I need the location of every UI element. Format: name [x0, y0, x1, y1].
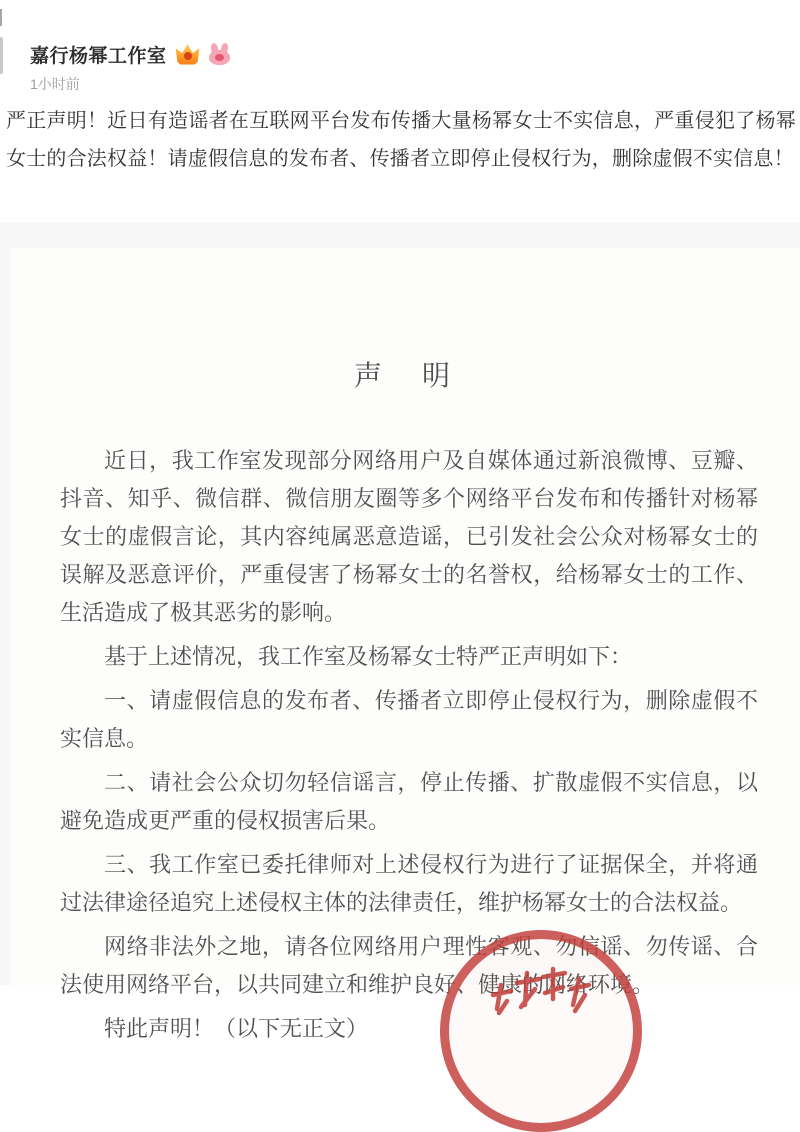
- statement-body: [10, 442, 800, 1048]
- post-content-text: 严正声明！近日有造谣者在互联网平台发布传播大量杨幂女士不实信息，严重侵犯了杨幂女士的合法权益！请虚假信息的发布者、传播者立即停止侵权行为，删除虚假不实信息！: [6, 110, 796, 170]
- statement-paragraph: 二、请社会公众切勿轻信谣言，停止传播、扩散虚假不实信息，以避免造成更严重的侵权损害后果。: [60, 770, 758, 833]
- rabbit-ear-icon: [219, 42, 228, 54]
- author-name[interactable]: 嘉行杨幂工作室: [30, 45, 167, 67]
- statement-paper: [10, 248, 800, 1041]
- post-header: [30, 42, 230, 66]
- statement-paragraph: 一、请虚假信息的发布者、传播者立即停止侵权行为，删除虚假不实信息。: [60, 688, 758, 751]
- official-seal-icon: [440, 930, 642, 1132]
- rabbit-ear-icon: [209, 42, 218, 54]
- statement-paragraph: 三、我工作室已委托律师对上述侵权行为进行了证据保全，并将通过法律途径追究上述侵权主体的法律责任，维护杨幂女士的合法权益。: [60, 852, 758, 915]
- vip-crown-icon[interactable]: [176, 44, 200, 65]
- post-timestamp: 1小时前: [30, 76, 80, 92]
- statement-title: 声 明: [353, 361, 456, 392]
- rabbit-face-icon: [215, 54, 224, 61]
- rabbit-badge-icon[interactable]: [209, 50, 230, 65]
- crown-gem-icon: [184, 52, 192, 60]
- avatar[interactable]: [0, 37, 3, 74]
- statement-paragraph: 网络非法外之地，请各位网络用户理性客观、勿信谣、勿传谣、合法使用网络平台，以共同建立和维护良好、健康的网络环境。: [60, 934, 758, 997]
- cropped-ui-sliver: [0, 9, 2, 26]
- statement-paragraph: 近日，我工作室发现部分网络用户及自媒体通过新浪微博、豆瓣、抖音、知乎、微信群、微信朋友圈等多个网络平台发布和传播针对杨幂女士的虚假言论，其内容纯属恶意造谣，已引发社会公众对杨幂女士的误解及恶意评价，严重侵害了杨幂女士的名誉权，给杨幂女士的工作、生活造成了极其恶劣的影响。: [60, 448, 758, 625]
- statement-paragraph: 基于上述情况，我工作室及杨幂女士特严正声明如下：: [104, 644, 633, 669]
- attached-statement-image[interactable]: [0, 222, 800, 1041]
- statement-paragraph: 特此声明！（以下无正文）: [104, 1016, 369, 1041]
